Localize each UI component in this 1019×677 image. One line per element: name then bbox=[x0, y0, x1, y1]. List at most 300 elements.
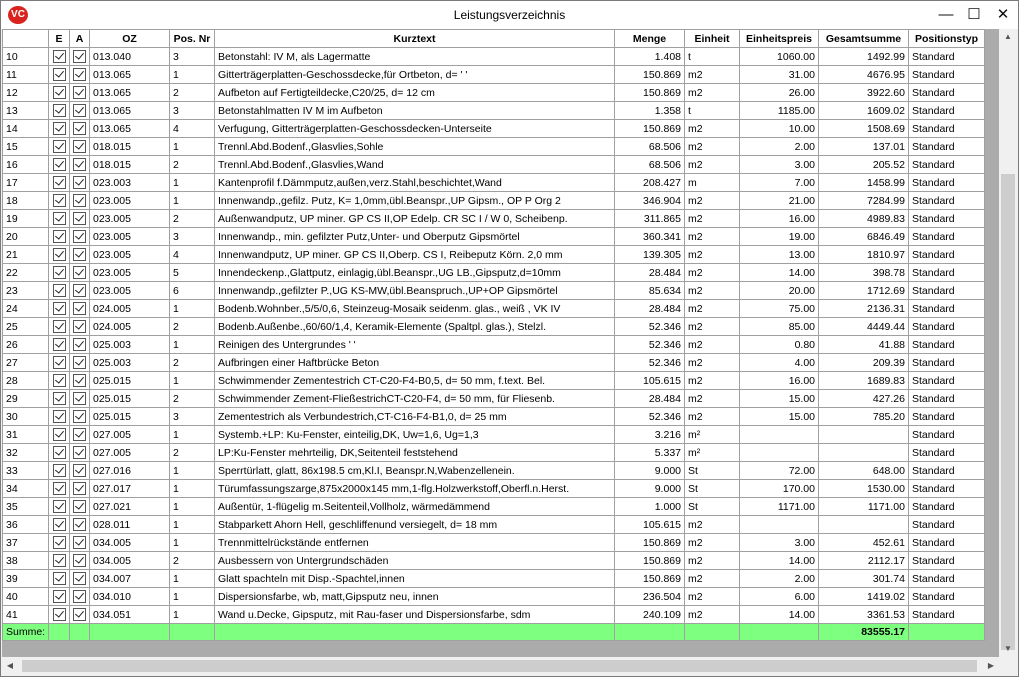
checkbox-a[interactable] bbox=[70, 354, 90, 372]
column-header[interactable]: A bbox=[70, 30, 90, 48]
title-bar[interactable] bbox=[1, 1, 1018, 29]
menge-cell[interactable]: 150.869 bbox=[615, 570, 685, 588]
checkbox-e[interactable] bbox=[49, 300, 70, 318]
pos-nr-cell[interactable]: 1 bbox=[170, 462, 215, 480]
gesamtsumme-cell[interactable]: 1492.99 bbox=[819, 48, 909, 66]
checkbox-a[interactable] bbox=[70, 408, 90, 426]
pos-nr-cell[interactable]: 3 bbox=[170, 408, 215, 426]
positionstyp-cell[interactable]: Standard bbox=[909, 120, 985, 138]
gesamtsumme-cell[interactable]: 785.20 bbox=[819, 408, 909, 426]
oz-cell[interactable]: 027.017 bbox=[90, 480, 170, 498]
einheit-cell[interactable]: m2 bbox=[685, 318, 740, 336]
checkbox-a[interactable] bbox=[70, 156, 90, 174]
checkbox-checked-icon[interactable] bbox=[73, 608, 86, 621]
table-row[interactable] bbox=[3, 210, 985, 228]
checkbox-a[interactable] bbox=[70, 336, 90, 354]
positionstyp-cell[interactable]: Standard bbox=[909, 192, 985, 210]
checkbox-a[interactable] bbox=[70, 210, 90, 228]
table-row[interactable] bbox=[3, 192, 985, 210]
table-row[interactable] bbox=[3, 534, 985, 552]
checkbox-a[interactable] bbox=[70, 192, 90, 210]
checkbox-e[interactable] bbox=[49, 354, 70, 372]
table-row[interactable] bbox=[3, 264, 985, 282]
oz-cell[interactable]: 013.040 bbox=[90, 48, 170, 66]
row-number[interactable]: 15 bbox=[3, 138, 49, 156]
oz-cell[interactable]: 023.003 bbox=[90, 174, 170, 192]
checkbox-checked-icon[interactable] bbox=[53, 266, 66, 279]
pos-nr-cell[interactable]: 2 bbox=[170, 354, 215, 372]
table-row[interactable] bbox=[3, 66, 985, 84]
einheitspreis-cell[interactable]: 0.80 bbox=[740, 336, 819, 354]
einheitspreis-cell[interactable]: 170.00 bbox=[740, 480, 819, 498]
gesamtsumme-cell[interactable]: 6846.49 bbox=[819, 228, 909, 246]
checkbox-checked-icon[interactable] bbox=[73, 194, 86, 207]
kurztext-cell[interactable]: Dispersionsfarbe, wb, matt,Gipsputz neu, innen bbox=[215, 588, 615, 606]
positionstyp-cell[interactable]: Standard bbox=[909, 570, 985, 588]
positionstyp-cell[interactable]: Standard bbox=[909, 156, 985, 174]
oz-cell[interactable]: 023.005 bbox=[90, 246, 170, 264]
positionstyp-cell[interactable]: Standard bbox=[909, 426, 985, 444]
positionstyp-cell[interactable]: Standard bbox=[909, 552, 985, 570]
pos-nr-cell[interactable]: 1 bbox=[170, 426, 215, 444]
row-number[interactable]: 13 bbox=[3, 102, 49, 120]
kurztext-cell[interactable]: Innenwandputz, UP miner. GP CS II,Oberp. CS I, Reibeputz Körn. 2,0 mm bbox=[215, 246, 615, 264]
kurztext-cell[interactable]: Trennmittelrückstände entfernen bbox=[215, 534, 615, 552]
positionstyp-cell[interactable]: Standard bbox=[909, 282, 985, 300]
einheitspreis-cell[interactable]: 21.00 bbox=[740, 192, 819, 210]
column-header[interactable]: Einheit bbox=[685, 30, 740, 48]
checkbox-e[interactable] bbox=[49, 588, 70, 606]
row-number[interactable]: 10 bbox=[3, 48, 49, 66]
checkbox-e[interactable] bbox=[49, 570, 70, 588]
row-number[interactable]: 27 bbox=[3, 354, 49, 372]
einheitspreis-cell[interactable]: 85.00 bbox=[740, 318, 819, 336]
checkbox-e[interactable] bbox=[49, 498, 70, 516]
einheit-cell[interactable]: m bbox=[685, 174, 740, 192]
checkbox-a[interactable] bbox=[70, 138, 90, 156]
checkbox-checked-icon[interactable] bbox=[73, 320, 86, 333]
checkbox-checked-icon[interactable] bbox=[53, 410, 66, 423]
row-number[interactable]: 28 bbox=[3, 372, 49, 390]
kurztext-cell[interactable]: Reinigen des Untergrundes ' ' bbox=[215, 336, 615, 354]
table-row[interactable] bbox=[3, 300, 985, 318]
row-number[interactable]: 29 bbox=[3, 390, 49, 408]
positionstyp-cell[interactable]: Standard bbox=[909, 372, 985, 390]
oz-cell[interactable]: 034.005 bbox=[90, 552, 170, 570]
column-header[interactable]: Gesamtsumme bbox=[819, 30, 909, 48]
einheit-cell[interactable]: m2 bbox=[685, 372, 740, 390]
oz-cell[interactable]: 025.015 bbox=[90, 372, 170, 390]
checkbox-e[interactable] bbox=[49, 228, 70, 246]
row-number[interactable]: 17 bbox=[3, 174, 49, 192]
table-row[interactable] bbox=[3, 498, 985, 516]
oz-cell[interactable]: 024.005 bbox=[90, 300, 170, 318]
table-row[interactable] bbox=[3, 120, 985, 138]
oz-cell[interactable]: 023.005 bbox=[90, 192, 170, 210]
checkbox-checked-icon[interactable] bbox=[73, 428, 86, 441]
checkbox-checked-icon[interactable] bbox=[73, 284, 86, 297]
checkbox-e[interactable] bbox=[49, 408, 70, 426]
einheitspreis-cell[interactable]: 14.00 bbox=[740, 264, 819, 282]
menge-cell[interactable]: 105.615 bbox=[615, 372, 685, 390]
row-number[interactable]: 11 bbox=[3, 66, 49, 84]
row-number[interactable]: 34 bbox=[3, 480, 49, 498]
checkbox-checked-icon[interactable] bbox=[73, 230, 86, 243]
row-number[interactable]: 39 bbox=[3, 570, 49, 588]
checkbox-checked-icon[interactable] bbox=[73, 158, 86, 171]
checkbox-checked-icon[interactable] bbox=[73, 446, 86, 459]
table-row[interactable] bbox=[3, 102, 985, 120]
table-row[interactable] bbox=[3, 336, 985, 354]
einheit-cell[interactable]: m2 bbox=[685, 336, 740, 354]
checkbox-e[interactable] bbox=[49, 174, 70, 192]
einheit-cell[interactable]: St bbox=[685, 480, 740, 498]
checkbox-e[interactable] bbox=[49, 462, 70, 480]
table-row[interactable] bbox=[3, 372, 985, 390]
checkbox-checked-icon[interactable] bbox=[73, 590, 86, 603]
checkbox-a[interactable] bbox=[70, 48, 90, 66]
pos-nr-cell[interactable]: 1 bbox=[170, 606, 215, 624]
positionstyp-cell[interactable]: Standard bbox=[909, 138, 985, 156]
checkbox-a[interactable] bbox=[70, 588, 90, 606]
checkbox-checked-icon[interactable] bbox=[53, 176, 66, 189]
checkbox-a[interactable] bbox=[70, 102, 90, 120]
checkbox-checked-icon[interactable] bbox=[53, 194, 66, 207]
checkbox-a[interactable] bbox=[70, 570, 90, 588]
gesamtsumme-cell[interactable]: 398.78 bbox=[819, 264, 909, 282]
menge-cell[interactable]: 52.346 bbox=[615, 354, 685, 372]
oz-cell[interactable]: 025.003 bbox=[90, 336, 170, 354]
gesamtsumme-cell[interactable]: 4449.44 bbox=[819, 318, 909, 336]
einheitspreis-cell[interactable]: 75.00 bbox=[740, 300, 819, 318]
oz-cell[interactable]: 023.005 bbox=[90, 282, 170, 300]
einheit-cell[interactable]: m2 bbox=[685, 588, 740, 606]
pos-nr-cell[interactable]: 3 bbox=[170, 102, 215, 120]
menge-cell[interactable]: 1.408 bbox=[615, 48, 685, 66]
kurztext-cell[interactable]: Trennl.Abd.Bodenf.,Glasvlies,Wand bbox=[215, 156, 615, 174]
einheitspreis-cell[interactable]: 14.00 bbox=[740, 606, 819, 624]
checkbox-checked-icon[interactable] bbox=[73, 50, 86, 63]
table-row[interactable] bbox=[3, 462, 985, 480]
checkbox-checked-icon[interactable] bbox=[53, 536, 66, 549]
checkbox-a[interactable] bbox=[70, 174, 90, 192]
checkbox-checked-icon[interactable] bbox=[73, 554, 86, 567]
checkbox-checked-icon[interactable] bbox=[53, 320, 66, 333]
gesamtsumme-cell[interactable]: 1508.69 bbox=[819, 120, 909, 138]
checkbox-e[interactable] bbox=[49, 84, 70, 102]
kurztext-cell[interactable]: Innenwandp.,gefilzter P.,UG KS-MW,übl.Beanspruch.,UP+OP Gipsmörtel bbox=[215, 282, 615, 300]
menge-cell[interactable]: 360.341 bbox=[615, 228, 685, 246]
pos-nr-cell[interactable]: 6 bbox=[170, 282, 215, 300]
oz-cell[interactable]: 028.011 bbox=[90, 516, 170, 534]
row-number[interactable]: 21 bbox=[3, 246, 49, 264]
pos-nr-cell[interactable]: 3 bbox=[170, 48, 215, 66]
menge-cell[interactable]: 28.484 bbox=[615, 300, 685, 318]
einheitspreis-cell[interactable]: 15.00 bbox=[740, 390, 819, 408]
scroll-right-icon[interactable]: ▶ bbox=[987, 661, 995, 670]
oz-cell[interactable]: 034.010 bbox=[90, 588, 170, 606]
einheitspreis-cell[interactable] bbox=[740, 444, 819, 462]
menge-cell[interactable]: 52.346 bbox=[615, 318, 685, 336]
checkbox-a[interactable] bbox=[70, 390, 90, 408]
menge-cell[interactable]: 240.109 bbox=[615, 606, 685, 624]
menge-cell[interactable]: 105.615 bbox=[615, 516, 685, 534]
table-row[interactable] bbox=[3, 84, 985, 102]
einheitspreis-cell[interactable]: 14.00 bbox=[740, 552, 819, 570]
checkbox-a[interactable] bbox=[70, 516, 90, 534]
checkbox-e[interactable] bbox=[49, 336, 70, 354]
oz-cell[interactable]: 027.021 bbox=[90, 498, 170, 516]
checkbox-checked-icon[interactable] bbox=[73, 212, 86, 225]
checkbox-checked-icon[interactable] bbox=[53, 284, 66, 297]
positionstyp-cell[interactable]: Standard bbox=[909, 318, 985, 336]
pos-nr-cell[interactable]: 2 bbox=[170, 210, 215, 228]
row-number[interactable]: 24 bbox=[3, 300, 49, 318]
pos-nr-cell[interactable]: 3 bbox=[170, 228, 215, 246]
checkbox-checked-icon[interactable] bbox=[73, 338, 86, 351]
table-row[interactable] bbox=[3, 444, 985, 462]
checkbox-checked-icon[interactable] bbox=[53, 392, 66, 405]
pos-nr-cell[interactable]: 4 bbox=[170, 120, 215, 138]
checkbox-checked-icon[interactable] bbox=[73, 392, 86, 405]
row-number[interactable]: 37 bbox=[3, 534, 49, 552]
oz-cell[interactable]: 027.005 bbox=[90, 444, 170, 462]
einheitspreis-cell[interactable]: 16.00 bbox=[740, 372, 819, 390]
maximize-icon[interactable]: ☐ bbox=[967, 6, 981, 23]
oz-cell[interactable]: 013.065 bbox=[90, 84, 170, 102]
oz-cell[interactable]: 023.005 bbox=[90, 228, 170, 246]
einheitspreis-cell[interactable]: 6.00 bbox=[740, 588, 819, 606]
einheit-cell[interactable]: m2 bbox=[685, 138, 740, 156]
einheit-cell[interactable]: m2 bbox=[685, 264, 740, 282]
gesamtsumme-cell[interactable] bbox=[819, 426, 909, 444]
menge-cell[interactable]: 5.337 bbox=[615, 444, 685, 462]
kurztext-cell[interactable]: LP:Ku-Fenster mehrteilig, DK,Seitenteil feststehend bbox=[215, 444, 615, 462]
pos-nr-cell[interactable]: 1 bbox=[170, 174, 215, 192]
einheit-cell[interactable]: m2 bbox=[685, 282, 740, 300]
gesamtsumme-cell[interactable]: 4989.83 bbox=[819, 210, 909, 228]
checkbox-e[interactable] bbox=[49, 480, 70, 498]
kurztext-cell[interactable]: Aufbringen einer Haftbrücke Beton bbox=[215, 354, 615, 372]
table-row[interactable] bbox=[3, 246, 985, 264]
scroll-down-icon[interactable]: ▼ bbox=[1004, 644, 1012, 653]
einheitspreis-cell[interactable]: 1185.00 bbox=[740, 102, 819, 120]
kurztext-cell[interactable]: Kantenprofil f.Dämmputz,außen,verz.Stahl,beschichtet,Wand bbox=[215, 174, 615, 192]
checkbox-a[interactable] bbox=[70, 264, 90, 282]
einheit-cell[interactable]: m2 bbox=[685, 228, 740, 246]
checkbox-checked-icon[interactable] bbox=[53, 428, 66, 441]
row-number[interactable]: 20 bbox=[3, 228, 49, 246]
row-number[interactable]: 16 bbox=[3, 156, 49, 174]
checkbox-a[interactable] bbox=[70, 372, 90, 390]
table-row[interactable] bbox=[3, 282, 985, 300]
checkbox-checked-icon[interactable] bbox=[73, 464, 86, 477]
checkbox-e[interactable] bbox=[49, 444, 70, 462]
positionstyp-cell[interactable]: Standard bbox=[909, 246, 985, 264]
einheitspreis-cell[interactable]: 3.00 bbox=[740, 156, 819, 174]
checkbox-a[interactable] bbox=[70, 318, 90, 336]
row-number[interactable]: 14 bbox=[3, 120, 49, 138]
pos-nr-cell[interactable]: 1 bbox=[170, 336, 215, 354]
oz-cell[interactable]: 027.016 bbox=[90, 462, 170, 480]
einheitspreis-cell[interactable]: 26.00 bbox=[740, 84, 819, 102]
kurztext-cell[interactable]: Bodenb.Wohnber.,5/5/0,6, Steinzeug-Mosaik seidenm. glas., weiß , VK IV bbox=[215, 300, 615, 318]
menge-cell[interactable]: 85.634 bbox=[615, 282, 685, 300]
einheitspreis-cell[interactable]: 72.00 bbox=[740, 462, 819, 480]
menge-cell[interactable]: 28.484 bbox=[615, 264, 685, 282]
table-row[interactable] bbox=[3, 390, 985, 408]
kurztext-cell[interactable]: Innenwandp.,gefilz. Putz, K= 1,0mm,übl.Beanspr.,UP Gipsm., OP P Org 2 bbox=[215, 192, 615, 210]
checkbox-e[interactable] bbox=[49, 516, 70, 534]
positionstyp-cell[interactable]: Standard bbox=[909, 534, 985, 552]
einheitspreis-cell[interactable]: 13.00 bbox=[740, 246, 819, 264]
pos-nr-cell[interactable]: 2 bbox=[170, 84, 215, 102]
positionstyp-cell[interactable]: Standard bbox=[909, 606, 985, 624]
gesamtsumme-cell[interactable]: 648.00 bbox=[819, 462, 909, 480]
table-row[interactable] bbox=[3, 228, 985, 246]
table-row[interactable] bbox=[3, 606, 985, 624]
checkbox-a[interactable] bbox=[70, 462, 90, 480]
gesamtsumme-cell[interactable]: 1712.69 bbox=[819, 282, 909, 300]
row-number[interactable]: 36 bbox=[3, 516, 49, 534]
row-number[interactable]: 41 bbox=[3, 606, 49, 624]
row-number[interactable]: 40 bbox=[3, 588, 49, 606]
row-number[interactable]: 23 bbox=[3, 282, 49, 300]
kurztext-cell[interactable]: Ausbessern von Untergrundschäden bbox=[215, 552, 615, 570]
pos-nr-cell[interactable]: 2 bbox=[170, 552, 215, 570]
checkbox-checked-icon[interactable] bbox=[53, 86, 66, 99]
checkbox-checked-icon[interactable] bbox=[73, 356, 86, 369]
checkbox-a[interactable] bbox=[70, 606, 90, 624]
positionstyp-cell[interactable]: Standard bbox=[909, 264, 985, 282]
menge-cell[interactable]: 1.000 bbox=[615, 498, 685, 516]
einheitspreis-cell[interactable] bbox=[740, 426, 819, 444]
scroll-up-icon[interactable]: ▲ bbox=[1004, 32, 1012, 41]
menge-cell[interactable]: 150.869 bbox=[615, 120, 685, 138]
oz-cell[interactable]: 023.005 bbox=[90, 264, 170, 282]
table-row[interactable] bbox=[3, 570, 985, 588]
oz-cell[interactable]: 018.015 bbox=[90, 138, 170, 156]
pos-nr-cell[interactable]: 1 bbox=[170, 66, 215, 84]
menge-cell[interactable]: 68.506 bbox=[615, 138, 685, 156]
menge-cell[interactable]: 28.484 bbox=[615, 390, 685, 408]
checkbox-checked-icon[interactable] bbox=[53, 572, 66, 585]
kurztext-cell[interactable]: Gitterträgerplatten-Geschossdecke,für Ortbeton, d= ' ' bbox=[215, 66, 615, 84]
positionstyp-cell[interactable]: Standard bbox=[909, 462, 985, 480]
checkbox-checked-icon[interactable] bbox=[73, 410, 86, 423]
kurztext-cell[interactable]: Trennl.Abd.Bodenf.,Glasvlies,Sohle bbox=[215, 138, 615, 156]
checkbox-checked-icon[interactable] bbox=[73, 104, 86, 117]
checkbox-a[interactable] bbox=[70, 120, 90, 138]
checkbox-checked-icon[interactable] bbox=[73, 176, 86, 189]
einheit-cell[interactable]: m2 bbox=[685, 84, 740, 102]
positionstyp-cell[interactable]: Standard bbox=[909, 300, 985, 318]
einheitspreis-cell[interactable]: 10.00 bbox=[740, 120, 819, 138]
checkbox-checked-icon[interactable] bbox=[53, 500, 66, 513]
checkbox-e[interactable] bbox=[49, 372, 70, 390]
checkbox-e[interactable] bbox=[49, 192, 70, 210]
gesamtsumme-cell[interactable]: 1810.97 bbox=[819, 246, 909, 264]
oz-cell[interactable]: 034.005 bbox=[90, 534, 170, 552]
positionstyp-cell[interactable]: Standard bbox=[909, 66, 985, 84]
einheit-cell[interactable]: m2 bbox=[685, 516, 740, 534]
menge-cell[interactable]: 1.358 bbox=[615, 102, 685, 120]
kurztext-cell[interactable]: Betonstahl: IV M, als Lagermatte bbox=[215, 48, 615, 66]
einheit-cell[interactable]: St bbox=[685, 498, 740, 516]
positionstyp-cell[interactable]: Standard bbox=[909, 516, 985, 534]
einheit-cell[interactable]: m2 bbox=[685, 534, 740, 552]
positionstyp-cell[interactable]: Standard bbox=[909, 174, 985, 192]
row-number[interactable]: 31 bbox=[3, 426, 49, 444]
kurztext-cell[interactable]: Sperrtürlatt, glatt, 86x198.5 cm,Kl.I, Beanspr.N,Wabenzellenein. bbox=[215, 462, 615, 480]
horizontal-scrollbar[interactable] bbox=[2, 657, 999, 675]
row-number[interactable]: 26 bbox=[3, 336, 49, 354]
pos-nr-cell[interactable]: 2 bbox=[170, 444, 215, 462]
checkbox-checked-icon[interactable] bbox=[53, 230, 66, 243]
menge-cell[interactable]: 208.427 bbox=[615, 174, 685, 192]
checkbox-a[interactable] bbox=[70, 282, 90, 300]
menge-cell[interactable]: 52.346 bbox=[615, 408, 685, 426]
column-header[interactable] bbox=[3, 30, 49, 48]
einheitspreis-cell[interactable]: 16.00 bbox=[740, 210, 819, 228]
positionstyp-cell[interactable]: Standard bbox=[909, 444, 985, 462]
menge-cell[interactable]: 346.904 bbox=[615, 192, 685, 210]
gesamtsumme-cell[interactable]: 1530.00 bbox=[819, 480, 909, 498]
checkbox-checked-icon[interactable] bbox=[73, 302, 86, 315]
checkbox-e[interactable] bbox=[49, 264, 70, 282]
kurztext-cell[interactable]: Außentür, 1-flügelig m.Seitenteil,Vollholz, wärmedämmend bbox=[215, 498, 615, 516]
einheitspreis-cell[interactable]: 1171.00 bbox=[740, 498, 819, 516]
checkbox-checked-icon[interactable] bbox=[73, 536, 86, 549]
gesamtsumme-cell[interactable]: 4676.95 bbox=[819, 66, 909, 84]
minimize-icon[interactable]: — bbox=[938, 6, 954, 23]
row-number[interactable]: 18 bbox=[3, 192, 49, 210]
kurztext-cell[interactable]: Aufbeton auf Fertigteildecke,C20/25, d= 12 cm bbox=[215, 84, 615, 102]
checkbox-checked-icon[interactable] bbox=[73, 248, 86, 261]
column-header[interactable]: Kurztext bbox=[215, 30, 615, 48]
pos-nr-cell[interactable]: 1 bbox=[170, 480, 215, 498]
einheitspreis-cell[interactable]: 20.00 bbox=[740, 282, 819, 300]
checkbox-a[interactable] bbox=[70, 498, 90, 516]
oz-cell[interactable]: 025.003 bbox=[90, 354, 170, 372]
checkbox-a[interactable] bbox=[70, 66, 90, 84]
checkbox-checked-icon[interactable] bbox=[53, 446, 66, 459]
checkbox-checked-icon[interactable] bbox=[73, 266, 86, 279]
table-row[interactable] bbox=[3, 408, 985, 426]
checkbox-e[interactable] bbox=[49, 102, 70, 120]
oz-cell[interactable]: 013.065 bbox=[90, 102, 170, 120]
table-row[interactable] bbox=[3, 480, 985, 498]
kurztext-cell[interactable]: Verfugung, Gitterträgerplatten-Geschossdecken-Unterseite bbox=[215, 120, 615, 138]
menge-cell[interactable]: 150.869 bbox=[615, 84, 685, 102]
checkbox-checked-icon[interactable] bbox=[53, 374, 66, 387]
checkbox-a[interactable] bbox=[70, 246, 90, 264]
einheit-cell[interactable]: m2 bbox=[685, 390, 740, 408]
einheit-cell[interactable]: St bbox=[685, 462, 740, 480]
gesamtsumme-cell[interactable]: 3922.60 bbox=[819, 84, 909, 102]
column-header[interactable]: Pos. Nr bbox=[170, 30, 215, 48]
column-header[interactable]: Positionstyp bbox=[909, 30, 985, 48]
checkbox-e[interactable] bbox=[49, 426, 70, 444]
oz-cell[interactable]: 025.015 bbox=[90, 408, 170, 426]
einheitspreis-cell[interactable]: 31.00 bbox=[740, 66, 819, 84]
scroll-left-icon[interactable]: ◀ bbox=[6, 661, 14, 670]
gesamtsumme-cell[interactable]: 1171.00 bbox=[819, 498, 909, 516]
einheit-cell[interactable]: m2 bbox=[685, 570, 740, 588]
einheit-cell[interactable]: m2 bbox=[685, 120, 740, 138]
pos-nr-cell[interactable]: 4 bbox=[170, 246, 215, 264]
checkbox-checked-icon[interactable] bbox=[73, 500, 86, 513]
